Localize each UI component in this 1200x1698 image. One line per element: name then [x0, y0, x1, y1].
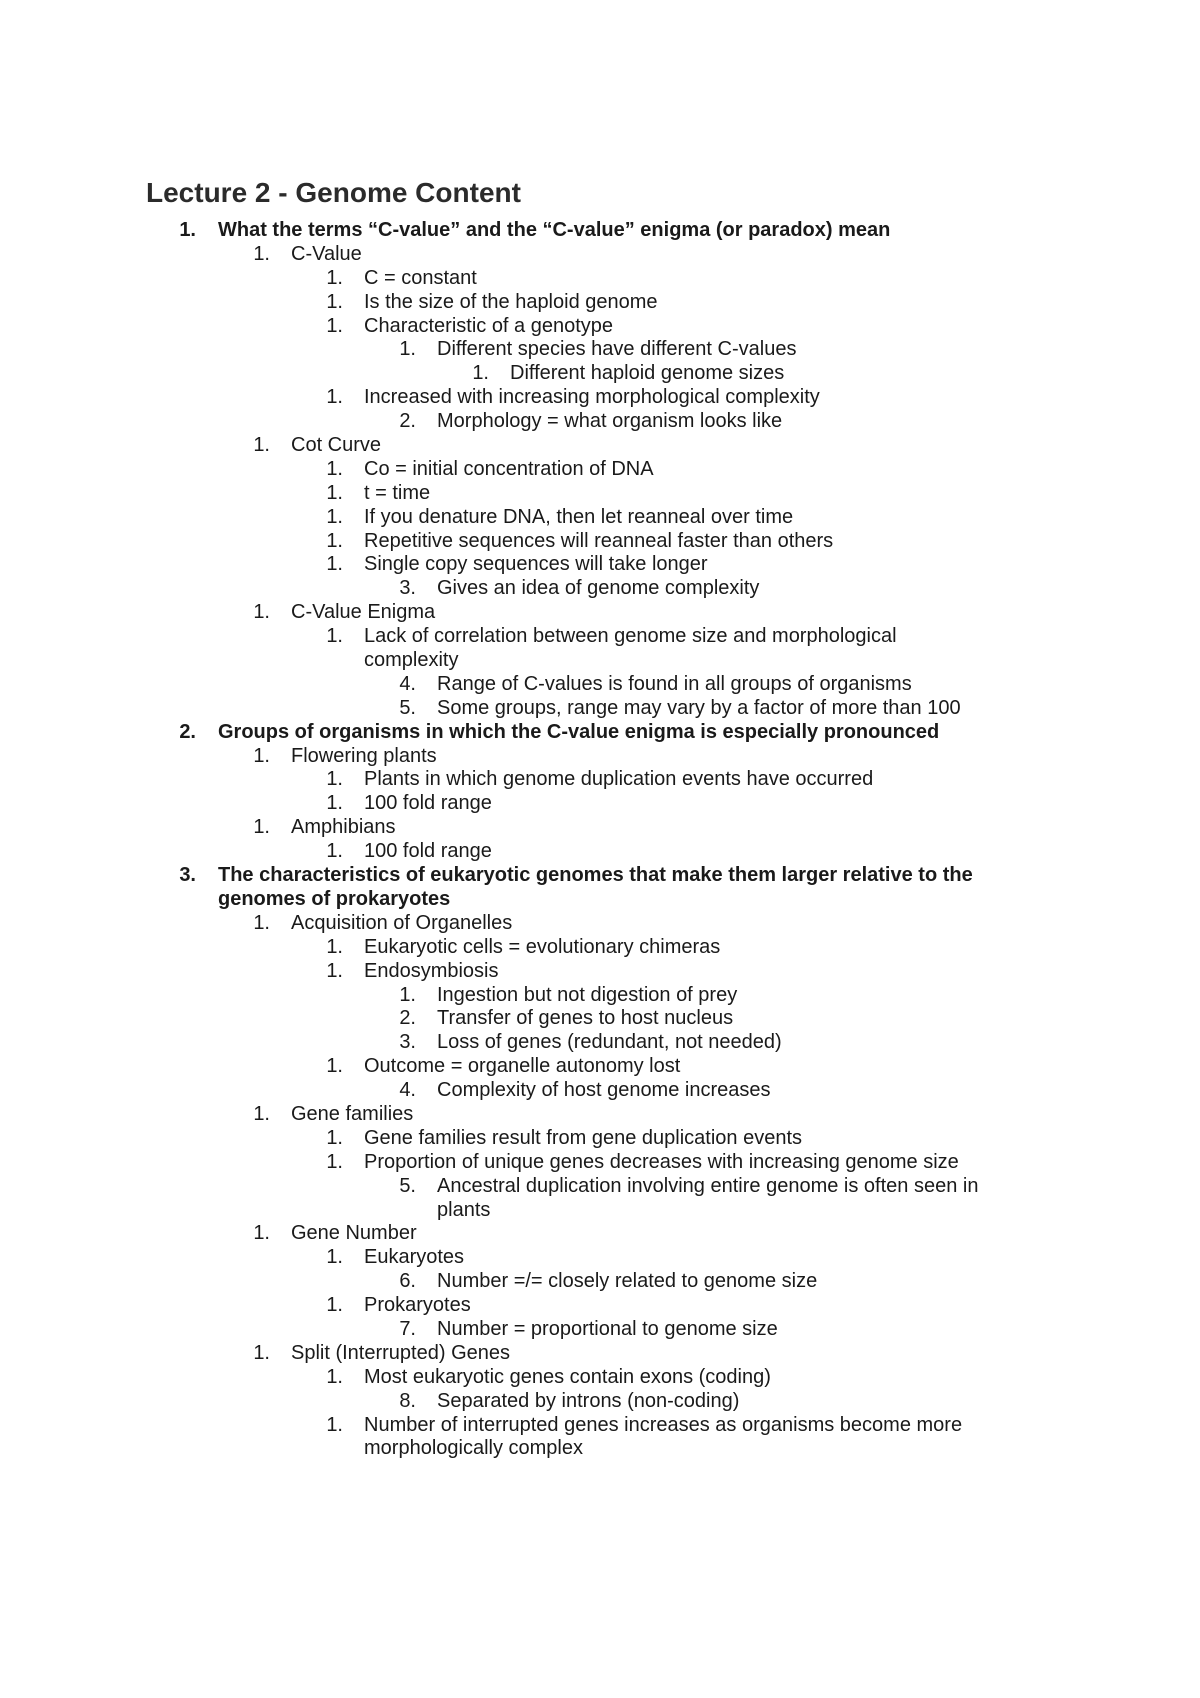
- list-item: [0, 457, 1200, 481]
- list-item-number: 1.: [326, 935, 343, 958]
- list-item-number: 1.: [253, 434, 270, 457]
- list-item-number: 1.: [179, 219, 196, 241]
- list-item-number: 1.: [326, 959, 343, 982]
- list-item-text: genomes of prokaryotes: [218, 887, 451, 910]
- list-item-text: Lack of correlation between genome size and morphological: [364, 625, 897, 648]
- list-item: [0, 1413, 1200, 1437]
- list-item-text: Plants in which genome duplication events have occurred: [364, 768, 874, 791]
- list-item-number: 1.: [253, 242, 270, 265]
- list-item-number: 1.: [326, 1246, 343, 1269]
- list-item-number: 1.: [326, 266, 343, 289]
- list-item: [0, 1436, 1200, 1460]
- outline-heading: [0, 887, 1200, 911]
- list-item-number: 1.: [326, 457, 343, 480]
- list-item-text: Endosymbiosis: [364, 959, 499, 982]
- list-item-number: 2.: [179, 720, 196, 743]
- list-item-text: Transfer of genes to host nucleus: [437, 1007, 734, 1030]
- list-item-number: 5.: [399, 696, 416, 719]
- list-item: [0, 1030, 1200, 1054]
- list-item: [0, 552, 1200, 576]
- list-item-text: Morphology = what organism looks like: [437, 410, 783, 433]
- list-item-text: C = constant: [364, 266, 477, 289]
- list-item: [0, 1054, 1200, 1078]
- list-item: [0, 1245, 1200, 1269]
- list-item: [0, 1317, 1200, 1341]
- list-item: [0, 481, 1200, 505]
- list-item: [0, 314, 1200, 338]
- list-item: [0, 385, 1200, 409]
- list-item-text: Eukaryotic cells = evolutionary chimeras: [364, 935, 721, 958]
- list-item: [0, 1341, 1200, 1365]
- list-item-text: 100 fold range: [364, 840, 492, 863]
- list-item-text: Prokaryotes: [364, 1294, 471, 1317]
- list-item-number: 1.: [326, 529, 343, 552]
- list-item: [0, 529, 1200, 553]
- list-item: [0, 744, 1200, 768]
- list-item-number: 1.: [253, 1341, 270, 1364]
- list-item-number: 1.: [326, 768, 343, 791]
- list-item: [0, 600, 1200, 624]
- outline-list: [0, 218, 1200, 1460]
- list-item: [0, 242, 1200, 266]
- list-item-number: 3.: [399, 1031, 416, 1054]
- list-item-text: Characteristic of a genotype: [364, 314, 614, 337]
- list-item: [0, 672, 1200, 696]
- list-item-text: t = time: [364, 481, 431, 504]
- list-item: [0, 1221, 1200, 1245]
- list-item: [0, 696, 1200, 720]
- list-item-text: Some groups, range may vary by a factor of more than 100: [437, 696, 961, 719]
- list-item-number: 1.: [326, 1126, 343, 1149]
- list-item-number: 1.: [326, 481, 343, 504]
- list-item-text: Most eukaryotic genes contain exons (coding): [364, 1365, 771, 1388]
- list-item-text: C-Value Enigma: [291, 601, 436, 624]
- list-item-number: 8.: [399, 1389, 416, 1412]
- list-item-text: Increased with increasing morphological complexity: [364, 386, 820, 409]
- list-item-text: Ingestion but not digestion of prey: [437, 983, 738, 1006]
- list-item-text: If you denature DNA, then let reanneal over time: [364, 505, 794, 528]
- list-item-text: 100 fold range: [364, 792, 492, 815]
- list-item: [0, 1150, 1200, 1174]
- list-item-text: Proportion of unique genes decreases with increasing genome size: [364, 1150, 959, 1173]
- list-item: [0, 1078, 1200, 1102]
- list-item: [0, 290, 1200, 314]
- list-item-number: 4.: [399, 672, 416, 695]
- list-item-number: 1.: [253, 1102, 270, 1125]
- list-item-text: Cot Curve: [291, 434, 382, 457]
- list-item-number: 2.: [399, 410, 416, 433]
- list-item-text: Ancestral duplication involving entire genome is often seen in: [437, 1174, 979, 1197]
- list-item-number: 2.: [399, 1007, 416, 1030]
- list-item: [0, 911, 1200, 935]
- list-item-text: plants: [437, 1198, 491, 1221]
- list-item-text: Separated by introns (non-coding): [437, 1389, 740, 1412]
- list-item-text: Number = proportional to genome size: [437, 1317, 778, 1340]
- list-item-number: 1.: [253, 744, 270, 767]
- list-item-number: 1.: [326, 386, 343, 409]
- outline-heading: [0, 720, 1200, 744]
- list-item-number: 1.: [253, 1222, 270, 1245]
- list-item-number: 1.: [326, 1055, 343, 1078]
- list-item: [0, 791, 1200, 815]
- list-item-number: 1.: [326, 505, 343, 528]
- list-item-text: Split (Interrupted) Genes: [291, 1341, 510, 1364]
- list-item-text: C-Value: [291, 242, 362, 265]
- list-item-text: Amphibians: [291, 816, 396, 839]
- list-item-text: Acquisition of Organelles: [291, 911, 513, 934]
- list-item-text: morphologically complex: [364, 1437, 583, 1460]
- list-item: [0, 815, 1200, 839]
- list-item-text: Number =/= closely related to genome size: [437, 1270, 818, 1293]
- list-item-text: Gene families result from gene duplication events: [364, 1126, 803, 1149]
- list-item-number: 1.: [253, 816, 270, 839]
- list-item-text: What the terms “C-value” and the “C-value” enigma (or paradox) mean: [218, 219, 891, 241]
- list-item-number: 5.: [399, 1174, 416, 1197]
- list-item: [0, 1269, 1200, 1293]
- list-item-text: Different species have different C-values: [437, 338, 797, 361]
- list-item-text: Single copy sequences will take longer: [364, 553, 708, 576]
- list-item: [0, 1293, 1200, 1317]
- list-item-number: 3.: [399, 577, 416, 600]
- list-item: [0, 1174, 1200, 1198]
- list-item-text: Number of interrupted genes increases as organisms become more: [364, 1413, 963, 1436]
- list-item: [0, 1198, 1200, 1222]
- list-item: [0, 361, 1200, 385]
- page-title: Lecture 2 - Genome Content: [146, 177, 521, 208]
- list-item: [0, 648, 1200, 672]
- list-item-number: 7.: [399, 1317, 416, 1340]
- list-item: [0, 935, 1200, 959]
- list-item-number: 1.: [472, 362, 489, 385]
- list-item-text: Range of C-values is found in all groups of organisms: [437, 672, 912, 695]
- list-item: [0, 337, 1200, 361]
- outline-heading: [0, 863, 1200, 887]
- list-item: [0, 409, 1200, 433]
- list-item: [0, 1389, 1200, 1413]
- list-item-number: 1.: [326, 553, 343, 576]
- list-item-text: Groups of organisms in which the C-value enigma is especially pronounced: [218, 720, 940, 743]
- list-item-text: Different haploid genome sizes: [510, 362, 785, 385]
- list-item-number: 1.: [326, 314, 343, 337]
- list-item-text: Complexity of host genome increases: [437, 1079, 771, 1102]
- list-item-number: 1.: [326, 1150, 343, 1173]
- list-item: [0, 505, 1200, 529]
- list-item: [0, 1006, 1200, 1030]
- list-item-number: 1.: [326, 1294, 343, 1317]
- list-item-text: Gives an idea of genome complexity: [437, 577, 760, 600]
- list-item-number: 4.: [399, 1079, 416, 1102]
- list-item-text: Loss of genes (redundant, not needed): [437, 1031, 782, 1054]
- list-item: [0, 1365, 1200, 1389]
- list-item-number: 6.: [399, 1270, 416, 1293]
- list-item-number: 1.: [326, 792, 343, 815]
- list-item-number: 1.: [326, 625, 343, 648]
- list-item-number: 1.: [326, 1365, 343, 1388]
- list-item-number: 1.: [399, 338, 416, 361]
- list-item: [0, 433, 1200, 457]
- list-item: [0, 959, 1200, 983]
- list-item-number: 1.: [399, 983, 416, 1006]
- list-item-text: Gene families: [291, 1102, 414, 1125]
- list-item: [0, 576, 1200, 600]
- list-item-number: 1.: [253, 601, 270, 624]
- list-item-number: 3.: [179, 864, 196, 887]
- list-item: [0, 1102, 1200, 1126]
- list-item-number: 1.: [326, 290, 343, 313]
- list-item: [0, 767, 1200, 791]
- list-item: [0, 983, 1200, 1007]
- list-item: [0, 624, 1200, 648]
- list-item: [0, 839, 1200, 863]
- list-item-text: Is the size of the haploid genome: [364, 290, 658, 313]
- list-item-text: Eukaryotes: [364, 1246, 465, 1269]
- list-item: [0, 1126, 1200, 1150]
- list-item-number: 1.: [253, 911, 270, 934]
- list-item-text: Flowering plants: [291, 744, 437, 767]
- list-item-text: Co = initial concentration of DNA: [364, 457, 654, 480]
- list-item-text: The characteristics of eukaryotic genomes that make them larger relative to the: [218, 864, 973, 887]
- list-item-text: complexity: [364, 649, 459, 672]
- list-item-text: Repetitive sequences will reanneal faster than others: [364, 529, 834, 552]
- list-item-number: 1.: [326, 840, 343, 863]
- outline-heading: [0, 218, 1200, 242]
- list-item: [0, 266, 1200, 290]
- list-item-text: Outcome = organelle autonomy lost: [364, 1055, 681, 1078]
- list-item-number: 1.: [326, 1413, 343, 1436]
- list-item-text: Gene Number: [291, 1222, 417, 1245]
